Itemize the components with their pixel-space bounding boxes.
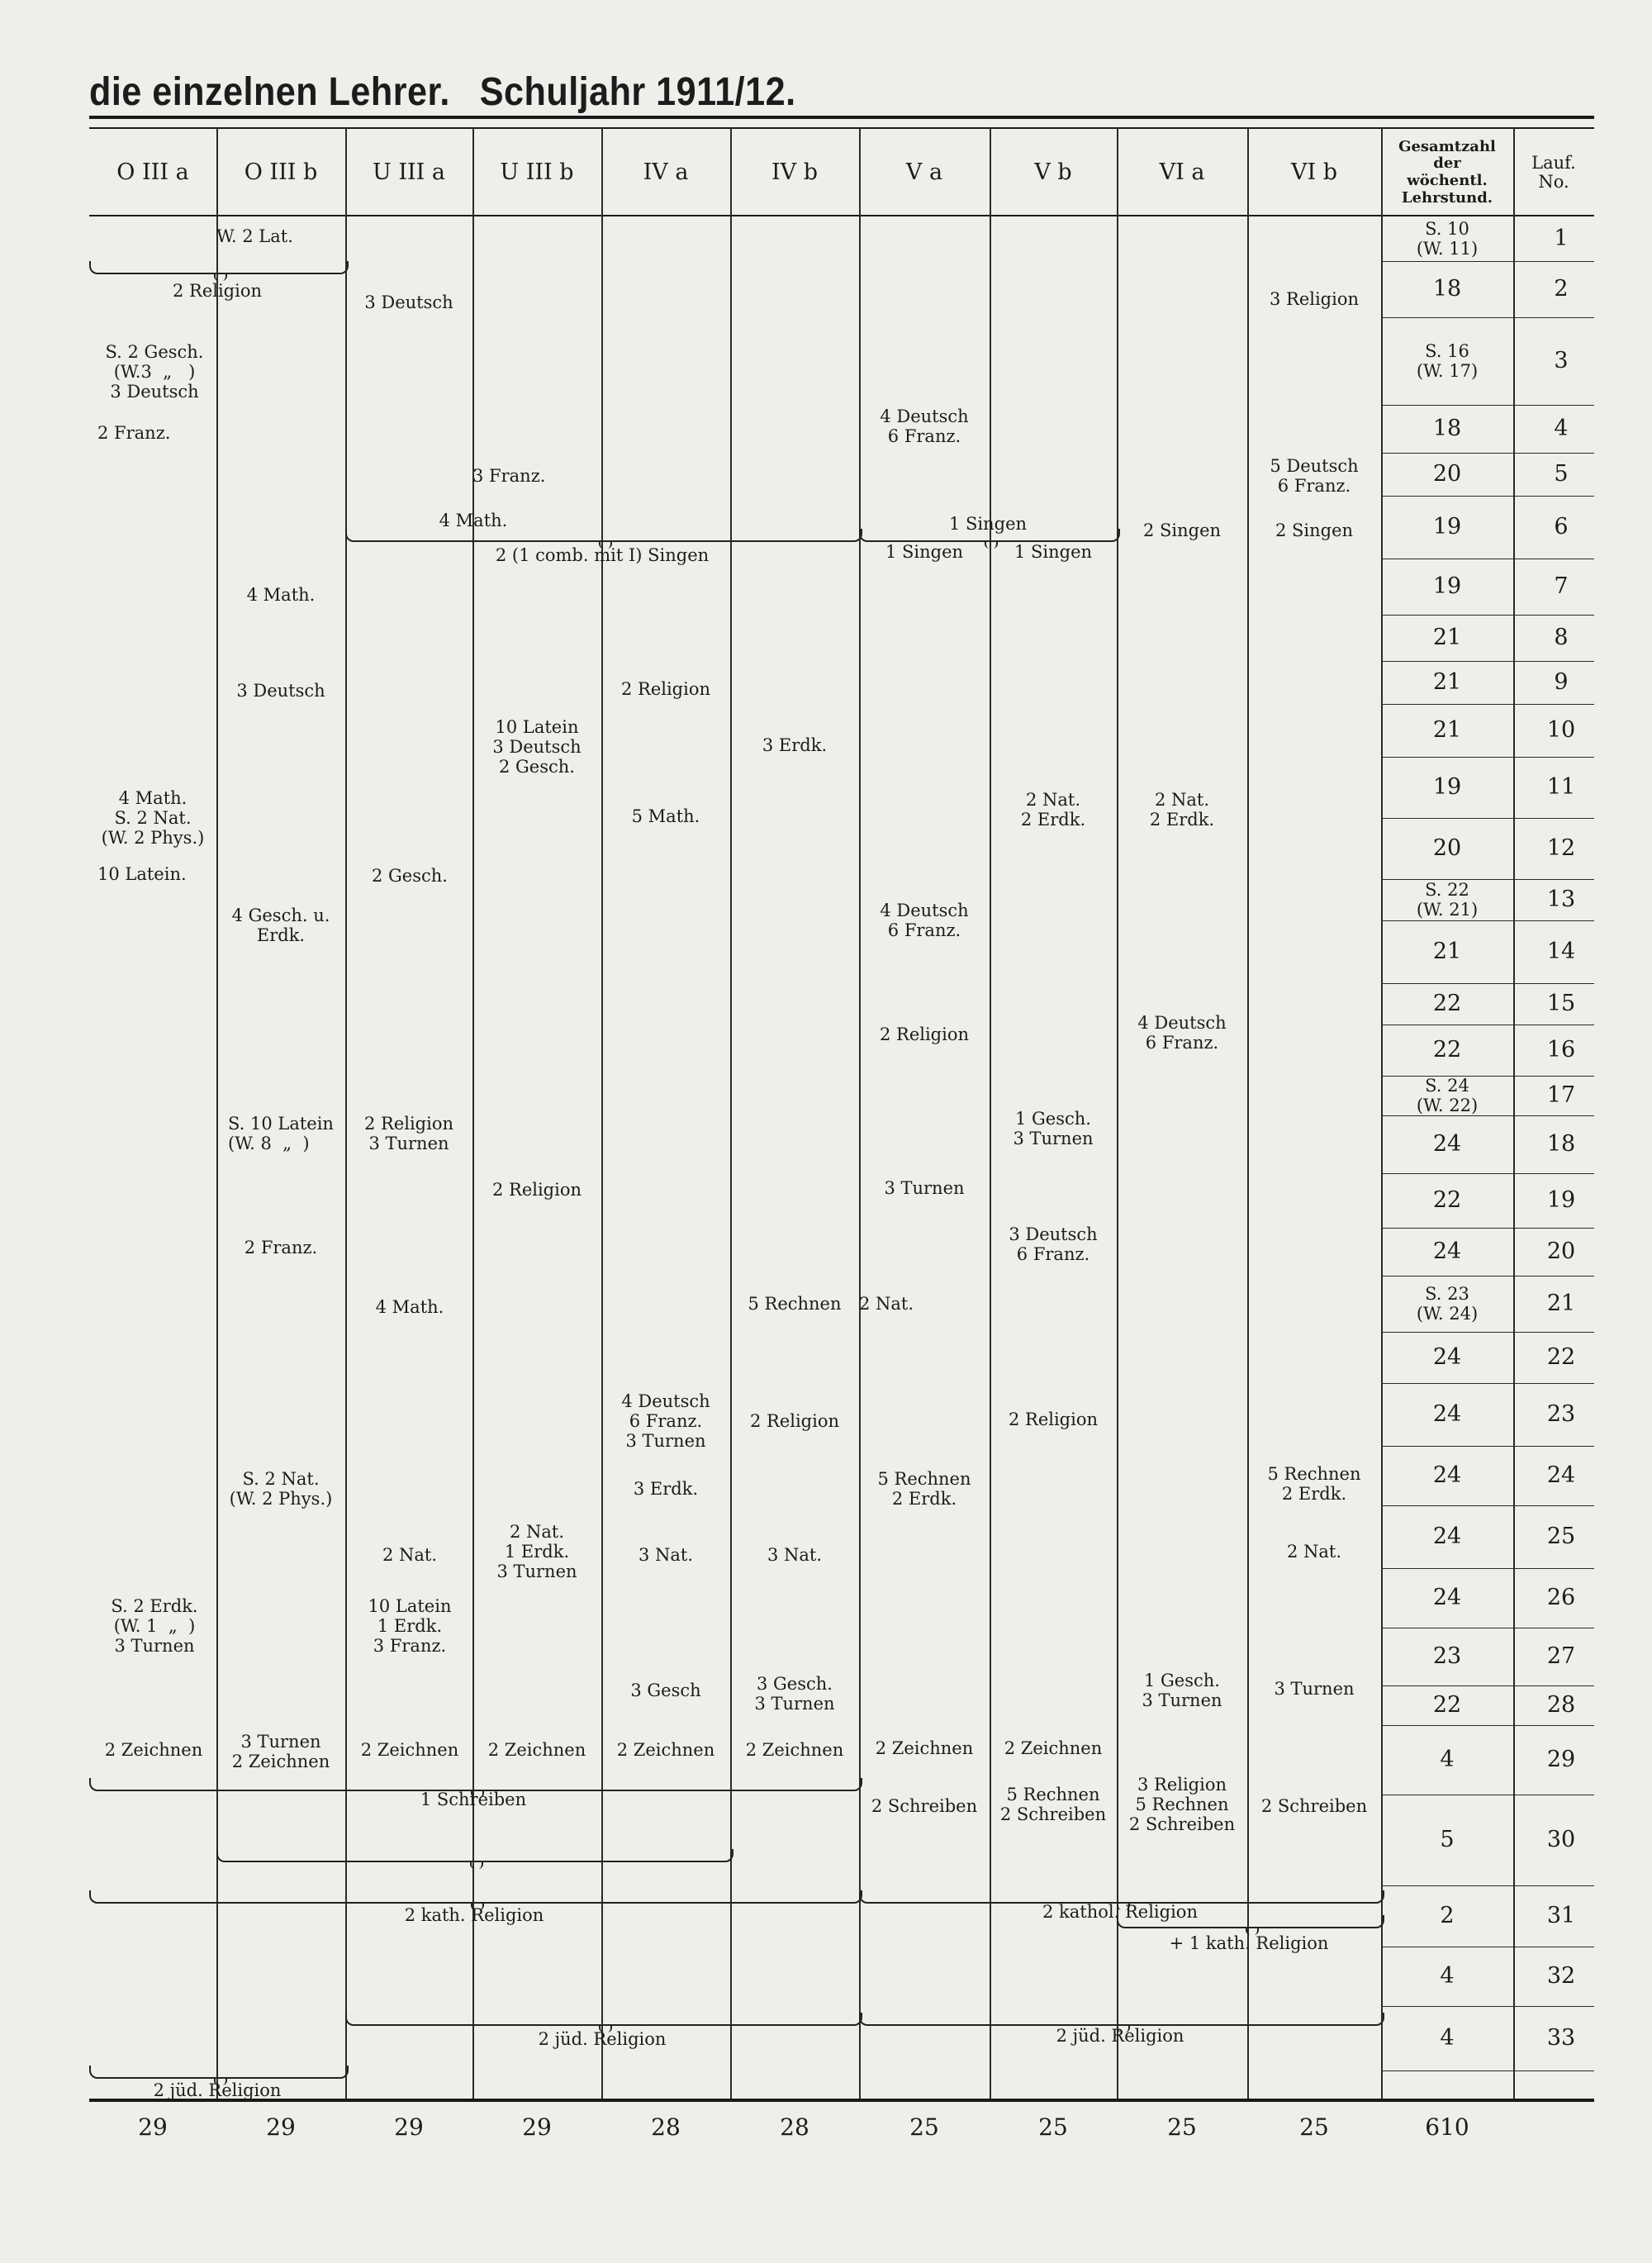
schedule-cell: 3 Gesch	[630, 1681, 701, 1700]
total-hours-value: 4	[1440, 2025, 1455, 2051]
row-number: 24	[1546, 1462, 1576, 1488]
row-divider	[1381, 261, 1594, 262]
schedule-cell: 2 Nat.	[382, 1545, 438, 1565]
column-header: O III b	[244, 159, 318, 186]
schedule-cell: 1 Gesch. 3 Turnen	[1013, 1109, 1094, 1149]
total-hours-value: 24	[1432, 1524, 1462, 1549]
column-header: U III a	[372, 159, 445, 186]
schedule-cell: 10 Latein 3 Deutsch 2 Gesch.	[492, 717, 582, 777]
total-hours-value: 19	[1432, 774, 1462, 800]
row-divider	[1381, 1228, 1594, 1229]
total-hours-value: 21	[1432, 939, 1462, 964]
row-divider	[1381, 1685, 1594, 1686]
schedule-cell: 2 Religion	[749, 1411, 840, 1431]
schedule-cell: 3 Turnen	[884, 1178, 965, 1198]
schedule-cell: S. 2 Nat. (W. 2 Phys.)	[229, 1469, 333, 1509]
total-hours-value: 24	[1432, 1401, 1462, 1427]
row-number: 26	[1546, 1585, 1576, 1610]
row-number: 10	[1546, 717, 1576, 743]
total-hours-value: 19	[1432, 573, 1462, 599]
schedule-cell: 2 Nat. 2 Erdk.	[1149, 790, 1215, 830]
total-hours-value: 22	[1432, 1187, 1462, 1213]
total-hours-value: 19	[1432, 514, 1462, 540]
lauf-no-header: Lauf. No.	[1531, 152, 1576, 192]
schedule-cell: 3 Erdk.	[633, 1479, 699, 1499]
row-divider	[1381, 1568, 1594, 1569]
total-hours-value: 21	[1432, 669, 1462, 695]
row-number: 3	[1554, 348, 1569, 373]
curly-brace	[1117, 1915, 1384, 1928]
schedule-cell: 3 Turnen 2 Zeichnen	[231, 1732, 330, 1772]
total-hours-value: 21	[1432, 625, 1462, 650]
row-number: 7	[1554, 573, 1569, 599]
row-number: 18	[1546, 1131, 1576, 1157]
schedule-cell: 4 Math.	[246, 585, 316, 605]
row-number: 6	[1554, 514, 1569, 540]
schedule-cell: 1 Singen	[948, 514, 1028, 534]
total-hours-value: 24	[1432, 1238, 1462, 1264]
schedule-cell: 2 Zeichnen	[745, 1740, 844, 1760]
row-divider	[1381, 496, 1594, 497]
row-divider	[1381, 1332, 1594, 1333]
schedule-cell: 2 Religion	[620, 679, 711, 699]
total-hours-value: 24	[1432, 1344, 1462, 1370]
schedule-cell: 3 Nat.	[638, 1545, 694, 1565]
total-hours-value: 22	[1432, 1037, 1462, 1063]
total-hours-value: 24	[1432, 1462, 1462, 1488]
column-header: O III a	[116, 159, 189, 186]
total-hours-value: 22	[1432, 991, 1462, 1016]
total-hours-value: S. 10 (W. 11)	[1416, 219, 1479, 259]
schedule-cell: 3 Erdk.	[762, 735, 828, 755]
row-divider	[1381, 757, 1594, 758]
schedule-cell: 4 Math. S. 2 Nat. (W. 2 Phys.)	[101, 788, 205, 849]
total-hours-value: S. 22 (W. 21)	[1416, 880, 1479, 920]
row-divider	[1381, 1276, 1594, 1277]
total-hours-value: 4	[1440, 1747, 1455, 1772]
schedule-cell: 4 Deutsch 6 Franz.	[880, 901, 969, 941]
column-divider	[730, 127, 732, 2099]
total-hours-value: 23	[1432, 1643, 1462, 1669]
class-total: 29	[138, 2113, 168, 2141]
schedule-cell: 2 Gesch.	[372, 866, 448, 886]
total-hours-value: 18	[1432, 416, 1462, 441]
page-title: die einzelnen Lehrer. Schuljahr 1911/12.	[89, 70, 796, 114]
schedule-cell: 4 Gesch. u. Erdk.	[231, 906, 330, 946]
row-number: 8	[1554, 625, 1569, 650]
total-hours-value: 4	[1440, 1963, 1455, 1989]
row-number: 29	[1546, 1747, 1576, 1772]
curly-brace	[89, 261, 349, 274]
row-divider	[1381, 1725, 1594, 1726]
class-total: 29	[522, 2113, 552, 2141]
schedule-cell: 5 Rechnen	[748, 1294, 842, 1314]
curly-brace	[859, 1890, 1384, 1904]
schedule-cell: 2 Schreiben	[871, 1796, 978, 1816]
row-number: 33	[1546, 2025, 1576, 2051]
row-number: 13	[1546, 887, 1576, 912]
schedule-cell: 2 (1 comb. mit I) Singen	[495, 545, 710, 565]
schedule-cell: 2 Singen	[1142, 521, 1222, 540]
column-header: V b	[1034, 159, 1072, 186]
curly-brace	[859, 529, 1120, 542]
schedule-cell: 3 Deutsch	[364, 292, 453, 312]
schedule-cell: 2 Zeichnen	[487, 1740, 586, 1760]
schedule-cell: S. 10 Latein (W. 8 „ )	[228, 1114, 334, 1154]
row-number: 15	[1546, 991, 1576, 1016]
schedule-cell: 5 Rechnen 2 Erdk.	[877, 1469, 971, 1509]
class-total: 29	[394, 2113, 424, 2141]
row-divider	[1381, 983, 1594, 984]
schedule-cell: 5 Math.	[631, 806, 700, 826]
row-number: 17	[1546, 1082, 1576, 1108]
schedule-cell: 2 Zeichnen	[360, 1740, 459, 1760]
class-total: 28	[780, 2113, 809, 2141]
row-number: 22	[1546, 1344, 1576, 1370]
schedule-cell: 2 Schreiben	[1260, 1796, 1368, 1816]
schedule-cell: 4 Deutsch 6 Franz.	[1137, 1013, 1227, 1053]
schedule-cell: 2 Nat.	[1286, 1542, 1342, 1562]
class-total: 25	[1038, 2113, 1068, 2141]
row-number: 5	[1554, 461, 1569, 487]
row-number: 32	[1546, 1963, 1576, 1989]
row-number: 1	[1554, 226, 1569, 251]
column-header: V a	[905, 159, 943, 186]
schedule-cell: 5 Rechnen 2 Erdk.	[1267, 1464, 1361, 1505]
curly-brace	[345, 529, 862, 542]
row-divider	[1381, 920, 1594, 921]
schedule-cell: 2 jüd. Religion	[538, 2029, 667, 2049]
row-number: 12	[1546, 835, 1576, 861]
row-number: 30	[1546, 1827, 1576, 1852]
class-total: 29	[266, 2113, 296, 2141]
schedule-cell: 4 Deutsch 6 Franz.	[880, 406, 969, 447]
row-number: 9	[1554, 669, 1569, 695]
schedule-cell: 3 Deutsch	[236, 681, 325, 701]
schedule-cell: 2 Nat. 2 Erdk.	[1020, 790, 1086, 830]
class-total: 25	[1167, 2113, 1197, 2141]
row-divider	[1381, 2006, 1594, 2007]
schedule-cell: 2 jüd. Religion	[1056, 2026, 1184, 2046]
row-number: 11	[1546, 774, 1576, 800]
schedule-cell: 3 Nat.	[767, 1545, 823, 1565]
row-number: 20	[1546, 1238, 1576, 1264]
row-number: 16	[1546, 1037, 1576, 1063]
row-divider	[1381, 818, 1594, 819]
schedule-cell: 3 Gesch. 3 Turnen	[754, 1674, 835, 1714]
grand-total: 610	[1425, 2113, 1469, 2141]
schedule-cell: 2 Franz.	[97, 423, 171, 443]
row-number: 31	[1546, 1903, 1576, 1928]
schedule-cell: 2 Religion	[1008, 1410, 1099, 1429]
row-number: 19	[1546, 1187, 1576, 1213]
schedule-cell: 2 Nat.	[859, 1294, 914, 1314]
total-hours-value: 24	[1432, 1585, 1462, 1610]
schedule-cell: 2 Religion	[879, 1025, 970, 1044]
row-number: 14	[1546, 939, 1576, 964]
schedule-cell: 5 Rechnen 2 Schreiben	[999, 1785, 1107, 1825]
row-number: 4	[1554, 416, 1569, 441]
schedule-cell: 3 Religion 5 Rechnen 2 Schreiben	[1128, 1775, 1236, 1835]
schedule-cell: 2 Religion	[491, 1180, 582, 1200]
total-hours-value: 2	[1440, 1903, 1455, 1928]
schedule-cell: + 1 kath. Religion	[1169, 1933, 1329, 1953]
total-hours-value: 24	[1432, 1131, 1462, 1157]
row-divider	[1381, 1383, 1594, 1384]
column-header: IV b	[771, 159, 819, 186]
row-divider	[1381, 704, 1594, 705]
row-divider	[1381, 317, 1594, 318]
row-divider	[1381, 1446, 1594, 1447]
row-divider	[1381, 453, 1594, 454]
schedule-cell: 4 Deutsch 6 Franz. 3 Turnen	[621, 1391, 710, 1452]
row-divider	[1381, 615, 1594, 616]
class-total: 25	[1299, 2113, 1329, 2141]
schedule-cell: 4 Math.	[439, 511, 508, 530]
total-hours-value: 5	[1440, 1827, 1455, 1852]
total-hours-value: S. 23 (W. 24)	[1416, 1284, 1479, 1324]
schedule-cell: 1 Singen	[885, 542, 964, 562]
schedule-cell: 3 Turnen	[1274, 1679, 1355, 1699]
row-number: 2	[1554, 276, 1569, 302]
header-rule-top	[89, 127, 1594, 129]
schedule-cell: 2 Zeichnen	[104, 1740, 203, 1760]
schedule-cell: 3 Religion	[1269, 289, 1360, 309]
total-hours-value: 20	[1432, 461, 1462, 487]
schedule-cell: S. 2 Erdk. (W. 1 „ ) 3 Turnen	[111, 1596, 198, 1657]
curly-brace	[89, 2066, 349, 2079]
schedule-cell: 2 Zeichnen	[1004, 1738, 1103, 1758]
column-header: VI b	[1290, 159, 1338, 186]
schedule-cell: 2 Singen	[1275, 521, 1354, 540]
row-number: 28	[1546, 1692, 1576, 1718]
schedule-cell: 2 Religion 3 Turnen	[363, 1114, 454, 1154]
class-total: 28	[651, 2113, 681, 2141]
total-hours-value: S. 24 (W. 22)	[1416, 1076, 1479, 1116]
total-hours-value: 20	[1432, 835, 1462, 861]
row-number: 21	[1546, 1291, 1576, 1316]
top-rule	[89, 116, 1594, 119]
row-divider	[1381, 1885, 1594, 1886]
total-hours-value: S. 16 (W. 17)	[1416, 341, 1479, 382]
row-divider	[1381, 1173, 1594, 1174]
schedule-cell: 3 Franz.	[472, 466, 546, 486]
row-divider	[1381, 661, 1594, 662]
schedule-cell: W. 2 Lat.	[216, 226, 293, 246]
column-header: IV a	[643, 159, 689, 186]
schedule-cell: 1 Gesch. 3 Turnen	[1142, 1671, 1222, 1711]
schedule-cell: 4 Math.	[375, 1297, 444, 1317]
curly-brace	[345, 2013, 862, 2026]
row-divider	[1381, 1505, 1594, 1506]
column-header: VI a	[1159, 159, 1205, 186]
curly-brace	[89, 1778, 862, 1791]
schedule-cell: 10 Latein.	[97, 864, 187, 884]
schedule-cell: 10 Latein 1 Erdk. 3 Franz.	[368, 1596, 452, 1657]
curly-brace	[216, 1849, 733, 1862]
total-hours-value: 18	[1432, 276, 1462, 302]
class-total: 25	[909, 2113, 939, 2141]
schedule-cell: 1 Schreiben	[420, 1790, 527, 1809]
header-rule-bottom	[89, 215, 1594, 216]
row-divider	[1381, 2070, 1594, 2071]
total-hours-value: 22	[1432, 1692, 1462, 1718]
schedule-cell: 2 kath. Religion	[404, 1905, 544, 1925]
schedule-cell: 2 Nat. 1 Erdk. 3 Turnen	[496, 1522, 577, 1582]
schedule-cell: S. 2 Gesch. (W.3 „ ) 3 Deutsch	[105, 342, 204, 402]
curly-brace	[89, 1890, 862, 1904]
schedule-cell: 5 Deutsch 6 Franz.	[1270, 456, 1359, 497]
row-number: 27	[1546, 1643, 1576, 1669]
schedule-cell: 2 Franz.	[244, 1238, 318, 1257]
column-header: U III b	[500, 159, 574, 186]
row-number: 23	[1546, 1401, 1576, 1427]
schedule-cell: 2 kathol. Religion	[1042, 1902, 1198, 1922]
curly-brace	[859, 2013, 1384, 2026]
schedule-cell: 2 Zeichnen	[875, 1738, 974, 1758]
row-number: 25	[1546, 1524, 1576, 1549]
schedule-cell: 1 Singen	[1014, 542, 1093, 562]
row-divider	[1381, 405, 1594, 406]
schedule-cell: 2 jüd. Religion	[153, 2080, 282, 2100]
schedule-cell: 3 Deutsch 6 Franz.	[1009, 1224, 1098, 1265]
schedule-cell: 2 Religion	[172, 281, 263, 301]
total-hours-header: Gesamtzahl der wöchentl. Lehrstund.	[1398, 137, 1496, 207]
total-hours-value: 21	[1432, 717, 1462, 743]
schedule-cell: 2 Zeichnen	[616, 1740, 715, 1760]
